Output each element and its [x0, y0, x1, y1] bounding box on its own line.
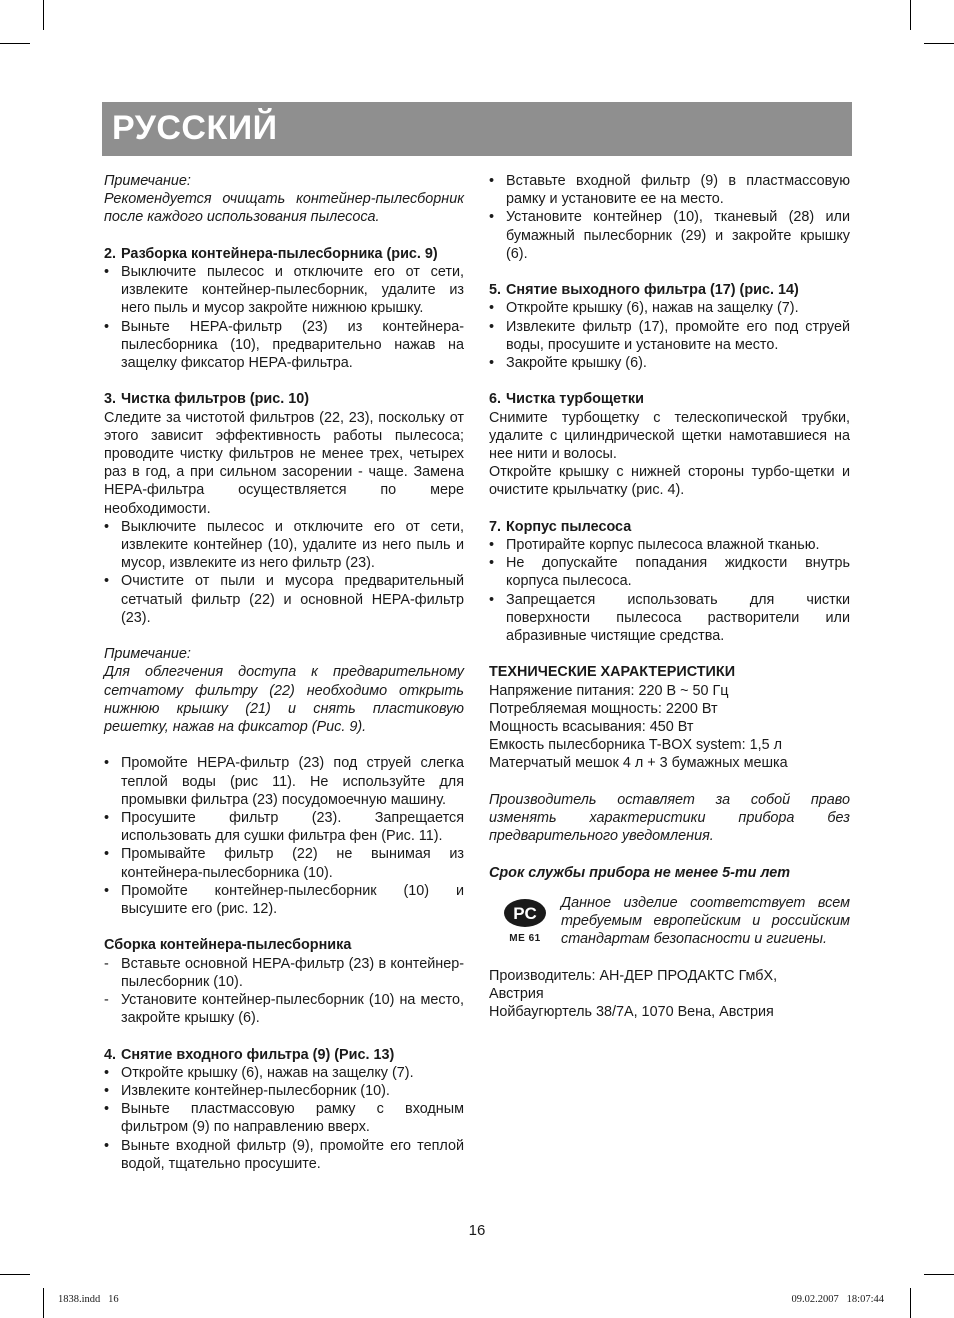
list-item: - Вставьте основной НЕРА-фильтр (23) в контейнер-пылесборник (10). [104, 955, 464, 990]
crop-mark [43, 1288, 44, 1318]
crop-mark [924, 1274, 954, 1275]
list-item: • Выключите пылесос и отключите его от сети, извлеките контейнер (10), удалите из него пыль и мусор, извлеките из него фильтр (23). [104, 518, 464, 572]
crop-mark [0, 43, 30, 44]
language-title: РУССКИЙ [112, 109, 278, 147]
specs-heading: ТЕХНИЧЕСКИЕ ХАРАКТЕРИСТИКИ [489, 664, 736, 681]
list-item: • Выключите пылесос и отключите его от сети, извлеките контейнер-пылесборник, удалите из него пыль и мусор закройте нижнюю крышку. [104, 264, 464, 317]
disclaimer: Производитель оставляет за собой право изменять характеристики прибора без предварительного уведомления. [489, 791, 850, 845]
right-column [489, 172, 850, 1021]
left-column [104, 172, 464, 1173]
note-label: Примечание: [104, 173, 191, 189]
rst-mark-icon [503, 898, 547, 928]
note-text: Рекомендуется очищать контейнер-пылесборник после каждого использования пылесоса. [104, 191, 464, 226]
bullet-list [489, 299, 850, 372]
list-item: • Выньте пластмассовую рамку с входным фильтром (9) по направлению вверх. [104, 1101, 464, 1136]
footer-datetime: 09.02.2007 18:07:44 [791, 1294, 884, 1305]
paragraph: Следите за чистотой фильтров (22, 23), поскольку от этого зависит эффективность работы пылесоса; проводите чистку фильтров не менее трех, четырех раз в год, а при сильном засорении - чаще. Замена НЕРА-фильтра осуществляется по мере необходимости. [104, 409, 464, 517]
crop-mark [910, 0, 911, 30]
section-heading: 3. Чистка фильтров (рис. 10) [104, 391, 310, 408]
list-item: • Промойте контейнер-пылесборник (10) и высушите его (рис. 12). [104, 882, 464, 918]
manufacturer-line: Австрия [489, 985, 544, 1002]
spec-line: Мощность всасывания: 450 Вт [489, 719, 694, 736]
page-number: 16 [468, 1222, 486, 1239]
service-life: Срок службы прибора не менее 5-ти лет [489, 864, 791, 881]
bullet-list [104, 1064, 464, 1173]
section-heading: Сборка контейнера-пылесборника [104, 937, 352, 954]
manufacturer-line: Производитель: АН-ДЕР ПРОДАКТС ГмбХ, [489, 967, 778, 984]
crop-mark [924, 43, 954, 44]
list-item: • Установите контейнер (10), тканевый (28) или бумажный пылесборник (29) и закройте крышку (6). [489, 209, 850, 262]
spec-line: Напряжение питания: 220 В ~ 50 Гц [489, 682, 729, 699]
list-item: • Протирайте корпус пылесоса влажной тканью. [489, 537, 820, 554]
list-item: • Очистите от пыли и мусора предварительный сетчатый фильтр (22) и основной НЕРА-фильтр (23). [104, 573, 464, 626]
manufacturer-line: Нойбаугюртель 38/7А, 1070 Вена, Австрия [489, 1004, 774, 1021]
list-item: • Выньте входной фильтр (9), промойте его теплой водой, тщательно просушите. [104, 1137, 464, 1172]
note-label: Примечание: [104, 646, 191, 663]
section-heading: 7. Корпус пылесоса [489, 518, 632, 535]
list-item: • Откройте крышку (6), нажав на защелку (7). [489, 300, 799, 317]
list-item: • Извлеките контейнер-пылесборник (10). [104, 1083, 390, 1100]
cert-text: Данное изделие соответствует всем требуемым европейским и российским стандартам безопасности и гигиены. [561, 894, 850, 948]
bullet-list [104, 518, 464, 627]
certification-block [489, 894, 850, 949]
note-text: Для облегчения доступа к предварительному сетчатому фильтру (22) необходимо открыть нижнюю крышку (21) и снять пластиковую решетку, нажав на фиксатор (Рис. 9). [104, 664, 464, 736]
bullet-list [104, 754, 464, 918]
svg-text:PC: PC [513, 903, 537, 923]
section-heading: 6. Чистка турбощетки [489, 391, 644, 408]
bullet-list [489, 172, 850, 263]
list-item: • Не допускайте попадания жидкости внутрь корпуса пылесоса. [489, 555, 850, 590]
bullet-list [104, 263, 464, 372]
list-item: • Промойте НЕРА-фильтр (23) под струей слегка теплой воды (рис 11). Не используйте для промывки фильтра (23) посудомоечную машину. [104, 755, 464, 808]
list-item: • Закройте крышку (6). [489, 355, 647, 372]
cert-code: МЕ 61 [509, 932, 541, 944]
list-item: • Просушите фильтр (23). Запрещается использовать для сушки фильтра фен (Рис. 11). [104, 810, 464, 845]
list-item: • Запрещается использовать для чистки поверхности пылесоса растворители или абразивные чистящие средства. [489, 591, 850, 645]
section-heading: 5. Снятие выходного фильтра (17) (рис. 14) [489, 282, 799, 299]
spec-line: Емкость пылесборника T-BOX system: 1,5 л [489, 737, 782, 754]
paragraph: Откройте крышку с нижней стороны турбо-щетки и очистите крыльчатку (рис. 4). [489, 464, 850, 499]
paragraph: Снимите турбощетку с телескопической трубки, удалите с цилиндрической щетки намотавшиеся на нее нити и волосы. [489, 409, 850, 463]
language-header-bar [102, 102, 852, 156]
crop-mark [0, 1274, 30, 1275]
list-item: • Извлеките фильтр (17), промойте его под струей воды, просушите и установите на место. [489, 318, 850, 353]
dash-list [104, 955, 464, 1028]
list-item: • Вставьте входной фильтр (9) в пластмассовую рамку и установите ее на место. [489, 173, 850, 208]
rst-certification-logo [489, 894, 561, 948]
bullet-list [489, 536, 850, 645]
list-item: • Промывайте фильтр (22) не вынимая из контейнера-пылесборника (10). [104, 846, 464, 881]
footer-file: 1838.indd 16 [58, 1294, 119, 1305]
spec-line: Потребляемая мощность: 2200 Вт [489, 700, 718, 717]
crop-mark [43, 0, 44, 30]
crop-mark [910, 1288, 911, 1318]
list-item: • Выньте НЕРА-фильтр (23) из контейнера-пылесборника (10), предварительно нажав на защелку фиксатор НЕРА-фильтра. [104, 318, 464, 372]
section-heading: 2. Разборка контейнера-пылесборника (рис. 9) [104, 245, 438, 262]
list-item: • Откройте крышку (6), нажав на защелку (7). [104, 1064, 414, 1081]
spec-line: Матерчатый мешок 4 л + 3 бумажных мешка [489, 755, 788, 772]
section-heading: 4. Снятие входного фильтра (9) (Рис. 13) [104, 1046, 395, 1063]
list-item: - Установите контейнер-пылесборник (10) на место, закройте крышку (6). [104, 992, 464, 1027]
